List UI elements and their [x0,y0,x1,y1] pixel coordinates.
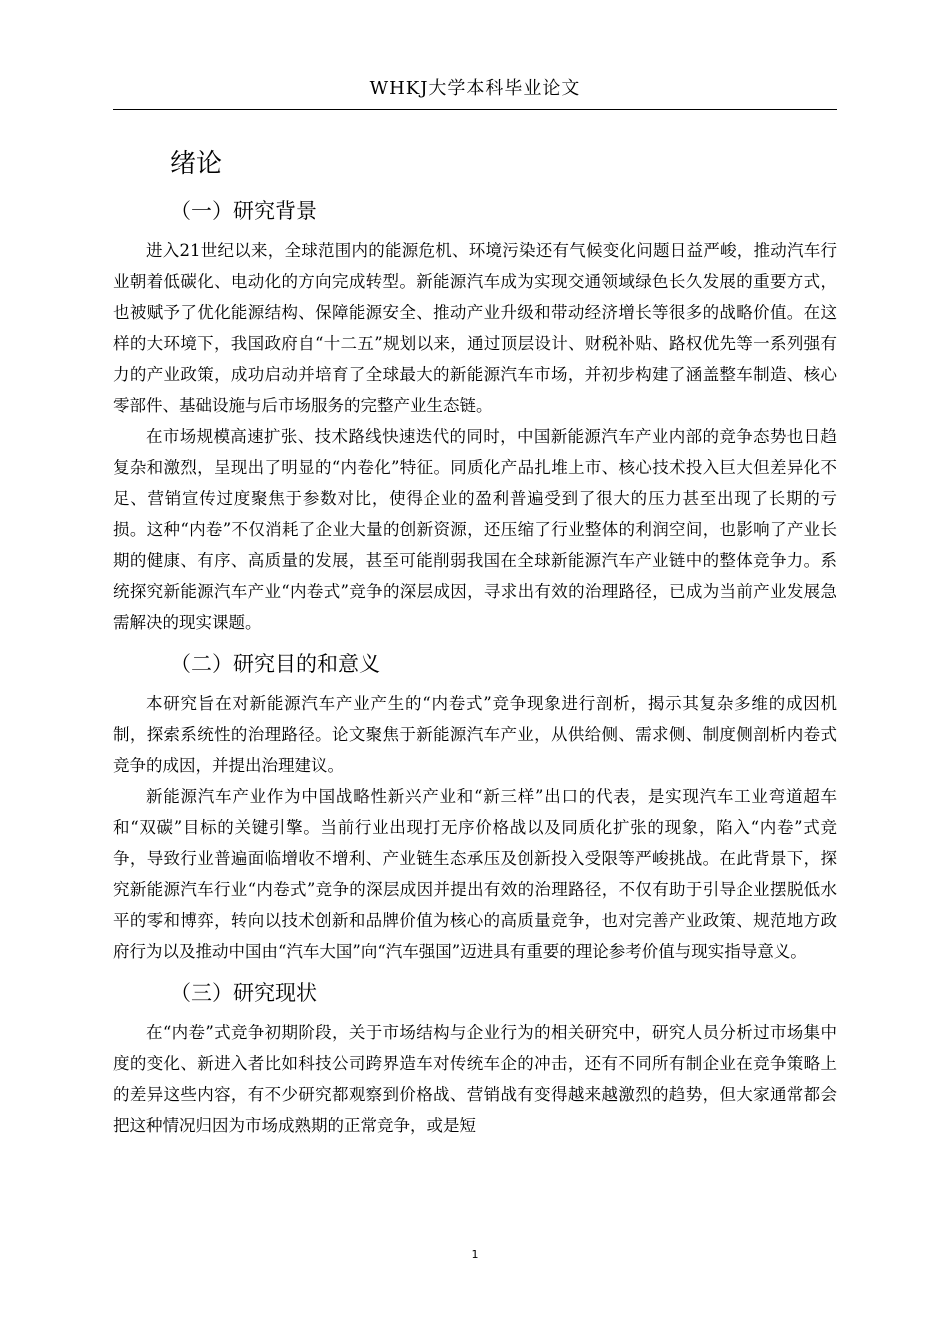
running-header: WHKJ大学本科毕业论文 [369,78,581,99]
paragraph: 本研究旨在对新能源汽车产业产生的“内卷式”竞争现象进行剖析，揭示其复杂多维的成因机制，探索系统性的治理路径。论文聚焦于新能源汽车产业，从供给侧、需求侧、制度侧剖析内卷式竞争的成因，并提出治理建议。 [113,694,837,775]
section-heading-purpose: （二）研究目的和意义 [170,652,380,676]
body-content [113,143,837,1141]
header-divider [113,109,837,110]
section-heading-background: （一）研究背景 [170,199,317,223]
section-heading-status: （三）研究现状 [170,981,317,1005]
paragraph: 新能源汽车产业作为中国战略性新兴产业和“新三样”出口的代表，是实现汽车工业弯道超车和“双碳”目标的关键引擎。当前行业出现打无序价格战以及同质化扩张的现象，陷入“内卷”式竞争，导致行业普遍面临增收不增利、产业链生态承压及创新投入受限等严峻挑战。在此背景下，探究新能源汽车行业“内卷式”竞争的深层成因并提出有效的治理路径，不仅有助于引导企业摆脱低水平的零和博弈，转向以技术创新和品牌价值为核心的高质量竞争，也对完善产业政策、规范地方政府行为以及推动中国由“汽车大国”向“汽车强国”迈进具有重要的理论参考价值与现实指导意义。 [113,787,837,961]
paragraph: 进入21世纪以来，全球范围内的能源危机、环境污染还有气候变化问题日益严峻，推动汽车行业朝着低碳化、电动化的方向完成转型。新能源汽车成为实现交通领域绿色长久发展的重要方式，也被赋予了优化能源结构、保障能源安全、推动产业升级和带动经济增长等很多的战略价值。在这样的大环境下，我国政府自“十二五”规划以来，通过顶层设计、财税补贴、路权优先等一系列强有力的产业政策，成功启动并培育了全球最大的新能源汽车市场，并初步构建了涵盖整车制造、核心零部件、基础设施与后市场服务的完整产业生态链。 [113,241,837,415]
page-number: 1 [471,1248,479,1261]
chapter-title: 绪论 [170,149,223,179]
paragraph: 在市场规模高速扩张、技术路线快速迭代的同时，中国新能源汽车产业内部的竞争态势也日趋复杂和激烈，呈现出了明显的“内卷化”特征。同质化产品扎堆上市、核心技术投入巨大但差异化不足、营销宣传过度聚焦于参数对比，使得企业的盈利普遍受到了很大的压力甚至出现了长期的亏损。这种“内卷”不仅消耗了企业大量的创新资源，还压缩了行业整体的利润空间，也影响了产业长期的健康、有序、高质量的发展，甚至可能削弱我国在全球新能源汽车产业链中的整体竞争力。系统探究新能源汽车产业“内卷式”竞争的深层成因，寻求出有效的治理路径，已成为当前产业发展急需解决的现实课题。 [113,427,837,632]
paragraph: 在“内卷”式竞争初期阶段，关于市场结构与企业行为的相关研究中，研究人员分析过市场集中度的变化、新进入者比如科技公司跨界造车对传统车企的冲击，还有不同所有制企业在竞争策略上的差异这些内容，有不少研究都观察到价格战、营销战有变得越来越激烈的趋势，但大家通常都会把这种情况归因为市场成熟期的正常竞争，或是短 [113,1023,837,1135]
